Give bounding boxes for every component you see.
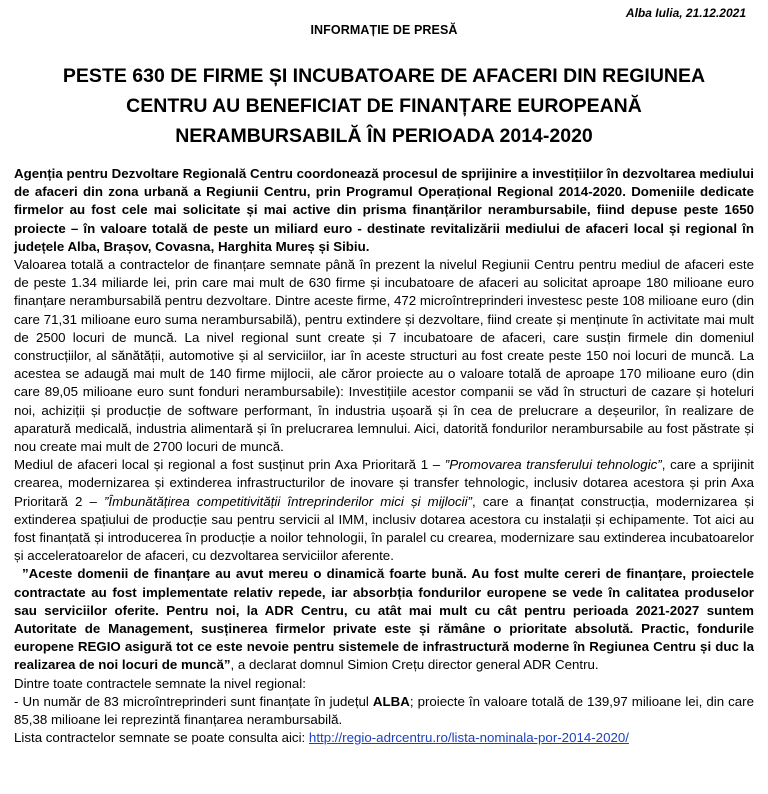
axis-2-title: ”Îmbunătățirea competitivității întreprinderilor mici și mijlocii”: [104, 493, 472, 509]
headline-line-1: PESTE 630 DE FIRME ȘI INCUBATOARE DE AFACERI DIN REGIUNEA: [62, 65, 706, 87]
bullet-suffix: ; proiecte în valoare totală de 139,97 milioane lei, din care 85,38 milioane lei reprezintă finanțarea nerambursabilă.: [14, 693, 754, 728]
bullet-alba: [14, 693, 754, 729]
paragraph-contracts-value: Valoarea totală a contractelor de finanțare semnate până în prezent la nivelul Regiunii Centru pentru mediul de afaceri este de peste 1.34 miliarde lei, prin care mai mult de 630 firme și incubatoare de afaceri au solicitat aproape 180 milioane euro finanțare nerambursabilă pentru dezvoltare. Dintre aceste firme, 472 microîntreprinderi investesc peste 108 milioane euro (din care 71,31 milioane euro suma nerambursabilă), pentru extindere și dezvoltare, fiind create și menținute în activitate mai mult de 2500 locuri de muncă. La nivel regional sunt create și 7 incubatoare de afaceri, care susțin firmele din domeniul construcțiilor, al sănătății, automotive și al serviciilor, iar în aceste structuri au fost create peste 150 noi locuri de muncă. La acestea se adaugă mai mult de 140 firme mijlocii, ale căror proiecte au o valoare totală de aproape 170 milioane euro (din care 89,05 milioane euro sunt fonduri nerambursabile): Investițiile acestor companii se văd în structuri de cazare și hoteluri noi, achiziții și producție de software performant, în industria ușoară și în cea de prelucrare a deșeurilor, în realizare de aparatură medicală, industria alimentară și în prelucrarea lemnului. Aici, datorită fondurilor nerambursabile au fost păstrate și nou create mai mult de 2700 locuri de muncă.: [14, 257, 754, 455]
quote-attribution: , a declarat domnul Simion Crețu director general ADR Centru.: [230, 657, 599, 673]
press-label: INFORMAȚIE DE PRESĂ: [310, 23, 458, 37]
headline: [30, 61, 738, 151]
quote-paragraph: [14, 565, 754, 674]
date-location: Alba Iulia, 21.12.2021: [625, 6, 746, 20]
headline-line-2: CENTRU AU BENEFICIAT DE FINANȚARE EUROPEANĂ: [126, 95, 642, 117]
bullet-prefix: - Un număr de 83 microîntreprinderi sunt finanțate în județul: [14, 693, 373, 709]
contracts-list-link[interactable]: http://regio-adrcentru.ro/lista-nominala-por-2014-2020/: [308, 730, 629, 746]
axes-text-1: Mediul de afaceri local și regional a fost susținut prin Axa Prioritară 1 –: [14, 457, 445, 473]
axis-1-title: ”Promovarea transferului tehnologic”: [444, 457, 662, 473]
headline-line-3: NERAMBURSABILĂ ÎN PERIOADA 2014-2020: [175, 125, 593, 147]
bullet-county: ALBA: [372, 693, 410, 709]
article-body: [14, 165, 754, 748]
axes-text-2: , care a sprijinit crearea, modernizarea și extinderea infrastructurilor de inovare și transfer tehnologic, inclusiv dotarea acestora și prin Axa Prioritară 2 –: [14, 457, 754, 509]
list-link-paragraph: [14, 729, 754, 747]
axes-text-3: , care a finanțat construcția, modernizarea și extinderea spațiului de producție sau pentru servicii al IMM, inclusiv dotarea acestora cu instalații și echipamente. Tot aici au fost finanțată și introducerea în producție a noilor tehnologii, în paralel cu crearea, modernizare sau extinderea incubatoarelor și acceleratoarelor de afaceri, cu dezvoltarea serviciilor aferente.: [14, 493, 754, 564]
contracts-intro: Dintre toate contractele semnate la nivel regional:: [14, 675, 306, 691]
paragraph-priority-axes: [14, 456, 754, 565]
lead-paragraph: Agenția pentru Dezvoltare Regională Centru coordonează procesul de sprijinire a investițiilor în dezvoltarea mediului de afaceri din zona urbană a Regiunii Centru, prin Programul Operațional Regional 2014-2020. Domeniile dedicate firmelor au fost cele mai solicitate și mai active din prisma finanțărilor nerambursabile, fiind depuse peste 1650 proiecte – în valoare totală de peste un miliard euro - destinate revitalizării mediului de afaceri local și regional în județele Alba, Brașov, Covasna, Harghita Mureș și Sibiu.: [14, 166, 754, 254]
list-link-label: Lista contractelor semnate se poate consulta aici:: [14, 730, 309, 746]
director-quote: ”Aceste domenii de finanțare au avut mereu o dinamică foarte bună. Au fost multe cereri de finanțare, proiectele contractate au fost implementate relativ repede, iar absorbția fondurilor europene se vede în calitatea produselor sau serviciilor oferite. Pentru noi, la ADR Centru, cu atât mai mult cu cât pentru perioada 2021-2027 suntem Autoritate de Management, susținerea firmelor private este și rămâne o prioritate absolută. Practic, fondurile europene REGIO asigură tot ce este nevoie pentru sistemele de infrastructură moderne în Regiunea Centru și duc la realizarea de noi locuri de muncă”: [14, 566, 754, 673]
